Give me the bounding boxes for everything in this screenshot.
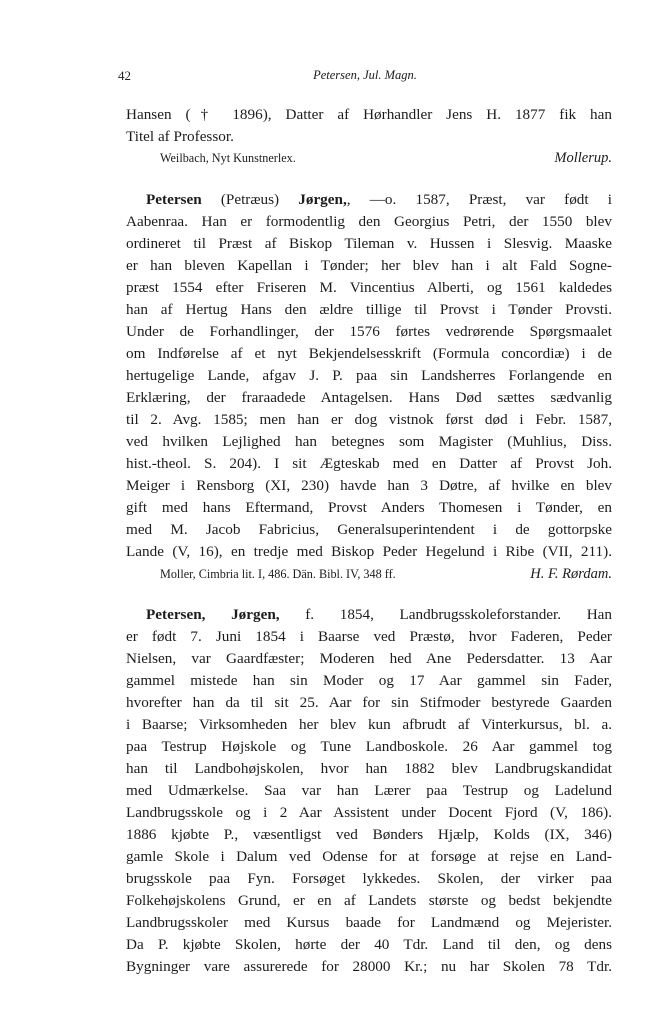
entry3-line: gamle Skole i Dalum ved Odense for at forsøge at rejse en Land-: [126, 848, 612, 865]
entry2-source: Moller, Cimbria lit. I, 486. Dän. Bibl. IV, 348 ff.: [160, 567, 396, 581]
entry2-line: ordineret til Præst af Biskop Tileman v. Hussen i Slesvig. Maaske: [126, 235, 612, 252]
running-head: Petersen, Jul. Magn.: [313, 68, 417, 82]
entry1-author: Mollerup.: [554, 150, 612, 166]
entry2-line-start: (Petræus) Jørgen,, —o. 1587, Præst, var født i: [220, 191, 613, 208]
entry3-line: Landbrugsskole og i 2 Aar Assistent under Docent Fjord (V, 186).: [126, 804, 612, 821]
entry3-line-start: f. 1854, Landbrugsskoleforstander. Han: [305, 606, 612, 623]
entry2-headword-name: Jørgen,: [298, 191, 347, 208]
entry2-line: han af Hertug Hans den ældre tillige til Provst i Tønder Provsti.: [126, 301, 612, 318]
entry3-line: gammel mistede han sin Moder og 17 Aar gammel sin Fader,: [126, 672, 612, 689]
entry2-line: ved hvilken Lejlighed han betegnes som Magister (Muhlius, Diss.: [126, 433, 612, 450]
entry2-author: H. F. Rørdam.: [530, 566, 612, 582]
entry2-line: Aabenraa. Han er formodentlig den Georgius Petri, der 1550 blev: [126, 213, 612, 230]
entry2-line: om Indførelse af et nyt Bekjendelsesskrift (Formula concordiæ) i de: [126, 345, 612, 362]
entry3-line: med Udmærkelse. Saa var han Lærer paa Testrup og Ladelund: [126, 782, 612, 799]
entry3-line: Landbrugsskoler med Kursus baade for Landmænd og Mejerister.: [126, 914, 612, 931]
entry2-line: Meiger i Rensborg (XI, 230) havde han 3 Døtre, af hvilke en blev: [126, 477, 612, 494]
entry2-line: Erklæring, der fraraadede Antagelsen. Hans Død sættes sædvanlig: [126, 389, 612, 406]
entry3-line: i Baarse; Virksomheden her blev kun afbrudt af Vinterkursus, bl. a.: [126, 716, 612, 733]
entry2-headword: Petersen: [146, 191, 202, 208]
entry2-line: gift med hans Eftermand, Provst Anders Thomesen i Tønder, en: [126, 499, 612, 516]
entry1-line: Hansen († 1896), Datter af Hørhandler Jens H. 1877 fik han: [126, 106, 612, 123]
entry2-line: til 2. Avg. 1585; men han er dog vistnok først død i Febr. 1587,: [126, 411, 612, 428]
entry3-line: han til Landbohøjskolen, hvor han 1882 blev Landbrugskandidat: [126, 760, 612, 777]
entry1-source: Weilbach, Nyt Kunstnerlex.: [160, 151, 296, 165]
entry2-line: hist.-theol. S. 204). I sit Ægteskab med en Datter af Provst Joh.: [126, 455, 612, 472]
entry3-line: er født 7. Juni 1854 i Baarse ved Præstø, hvor Faderen, Peder: [126, 628, 612, 645]
entry2-first-line: [146, 189, 612, 211]
entry3-line: 1886 kjøbte P., væsentligst ved Bønders Hjælp, Kolds (IX, 346): [126, 826, 612, 843]
entry2-line: Under de Forhandlinger, der 1576 førtes vedrørende Spørgsmaalet: [126, 323, 612, 340]
entry3-first-line: [146, 604, 612, 626]
entry2-line: med M. Jacob Fabricius, Generalsuperintendent i de gottorpske: [126, 521, 612, 538]
entry3-line: Bygninger vare assurerede for 28000 Kr.; nu har Skolen 78 Tdr.: [126, 958, 612, 975]
page-header: [118, 68, 612, 86]
entry2-line: præst 1554 efter Friseren M. Vincentius Alberti, og 1561 kaldedes: [126, 279, 612, 296]
entry2-line: Lande (V, 16), en tredje med Biskop Peder Hegelund i Ribe (VII, 211).: [126, 543, 612, 560]
entry3-line: brugsskole paa Fyn. Forsøget lykkedes. Skolen, der virker paa: [126, 870, 612, 887]
entry2-line: hertugelige Lande, afgav J. P. paa sin Landsherres Forlangende en: [126, 367, 612, 384]
entry3-line: paa Testrup Højskole og Tune Landboskole. 26 Aar gammel tog: [126, 738, 612, 755]
entry3-line: Da P. kjøbte Skolen, hørte der 40 Tdr. Land til den, og dens: [126, 936, 612, 953]
entry2-line: er han bleven Kapellan i Tønder; her blev han i alt Fald Sogne-: [126, 257, 612, 274]
entry3-line: Folkehøjskolens Grund, er en af Landets største og bedst bekjendte: [126, 892, 612, 909]
entry3-headword: Petersen, Jørgen,: [146, 606, 280, 623]
entry3-line: Nielsen, var Gaardfæster; Moderen hed Ane Pedersdatter. 13 Aar: [126, 650, 612, 667]
entry3-line: hvorefter han da til sit 25. Aar for sin Stifmoder bestyrede Gaarden: [126, 694, 612, 711]
entry1-line: Titel af Professor.: [126, 128, 234, 145]
page-number: 42: [118, 68, 131, 83]
